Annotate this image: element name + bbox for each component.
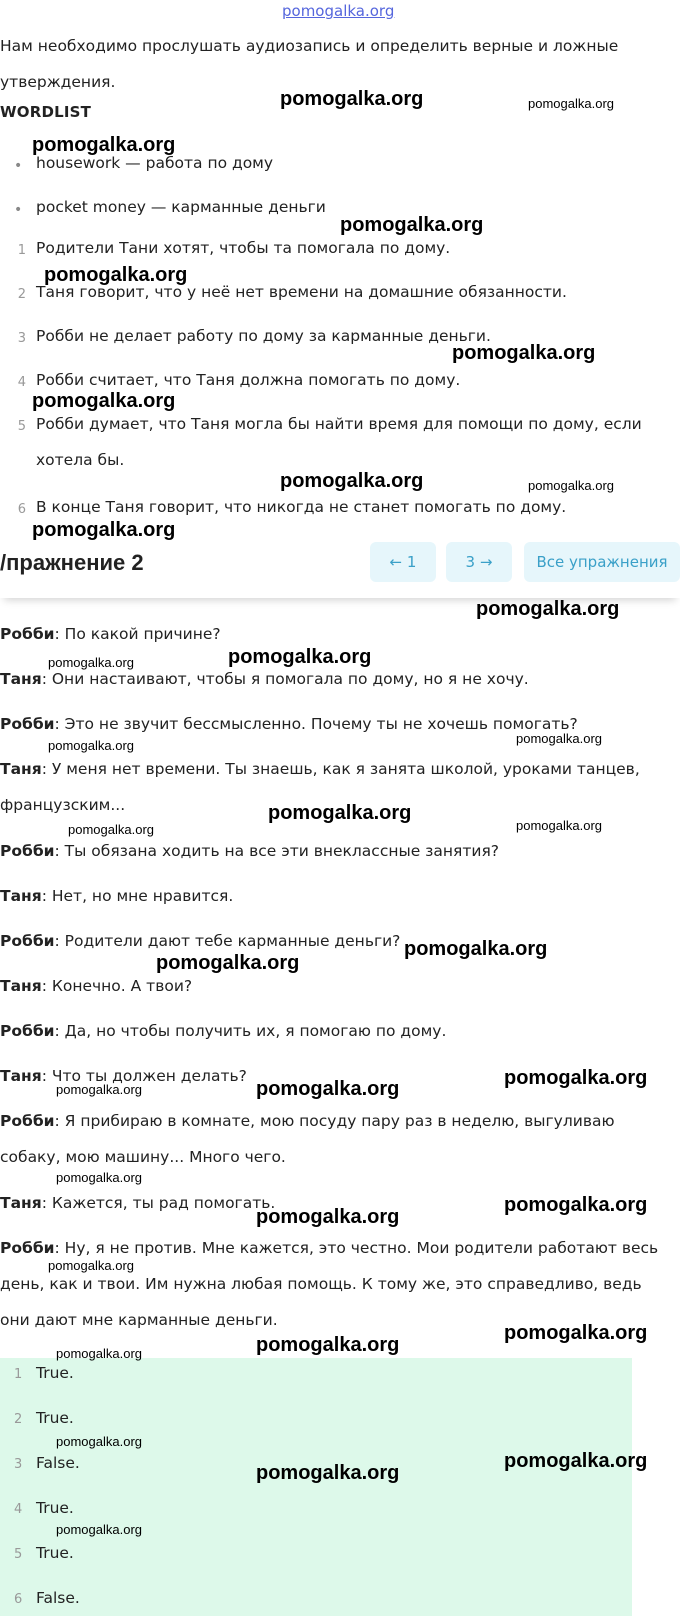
dialogue-text: Нет, но мне нравится. (51, 887, 234, 905)
statement-text: Робби считает, что Таня должна помогать по дому. (36, 371, 461, 389)
watermark: pomogalka.org (256, 1078, 400, 1100)
dialogue-line: Таня: Они настаивают, чтобы я помогала по дому, но я не хочу. (0, 670, 529, 688)
watermark: pomogalka.org (340, 214, 484, 236)
wordlist-item: housework — работа по дому (36, 154, 274, 172)
dialogue-line: Робби: Я прибираю в комнате, мою посуду пару раз в неделю, выгуливаю собаку, мою машину... Много чего. (0, 1112, 615, 1166)
watermark: pomogalka.org (504, 1194, 648, 1216)
dialogue-line: Робби: Ты обязана ходить на все эти внеклассные занятия? (0, 842, 500, 860)
dialogue-text: Я прибираю в комнате, мою посуду пару раз в неделю, выгуливаю собаку, мою машину... Много чего. (0, 1112, 615, 1166)
answer-number: 6 (14, 1592, 23, 1607)
answer-number: 3 (14, 1457, 23, 1472)
dialogue-text: По какой причине? (64, 625, 221, 643)
statement-number: 1 (17, 243, 26, 258)
statement-text: Родители Тани хотят, чтобы та помогала по дому. (36, 239, 451, 257)
answer-number: 4 (14, 1502, 23, 1517)
answer-number: 2 (14, 1412, 23, 1427)
statement-text: Робби не делает работу по дому за карманные деньги. (36, 327, 491, 345)
watermark: pomogalka.org (48, 655, 134, 670)
speaker-name: Робби (0, 1112, 55, 1130)
all-exercises-button[interactable]: Все упражнения (524, 542, 680, 582)
dialogue-text: У меня нет времени. Ты знаешь, как я занята школой, уроками танцев, французским... (0, 760, 640, 814)
watermark: pomogalka.org (280, 88, 424, 110)
speaker-name: Робби (0, 842, 55, 860)
dialogue-line: Таня: У меня нет времени. Ты знаешь, как я занята школой, уроками танцев, французским... (0, 760, 640, 814)
dialogue-text: Это не звучит бессмысленно. Почему ты не хочешь помогать? (64, 715, 578, 733)
watermark: pomogalka.org (504, 1450, 648, 1472)
speaker-name: Робби (0, 715, 55, 733)
speaker-name: Робби (0, 1022, 55, 1040)
dialogue-text: Что ты должен делать? (51, 1067, 247, 1085)
answer-text: False. (36, 1589, 80, 1607)
answer-number: 1 (14, 1367, 23, 1382)
dialogue-text: Да, но чтобы получить их, я помогаю по дому. (64, 1022, 447, 1040)
watermark: pomogalka.org (48, 738, 134, 753)
statement-number: 3 (17, 331, 26, 346)
statement-number: 5 (17, 419, 26, 434)
wordlist-heading: WORDLIST (0, 103, 92, 121)
dialogue-text: Ну, я не против. Мне кажется, это честно. Мои родители работают весь день, как и твои. Им нужна любая помощь. К тому же, это справедливо, ведь они дают мне карманные деньги. (0, 1239, 659, 1329)
watermark: pomogalka.org (56, 1522, 142, 1537)
watermark: pomogalka.org (504, 1067, 648, 1089)
exercise-title: /пражнение 2 (0, 550, 144, 575)
dialogue-line: Робби: Это не звучит бессмысленно. Почему ты не хочешь помогать? (0, 715, 578, 733)
dialogue-line: Таня: Конечно. А твои? (0, 977, 193, 995)
answer-text: True. (36, 1409, 74, 1427)
watermark: pomogalka.org (56, 1346, 142, 1361)
answer-number: 5 (14, 1547, 23, 1562)
answers-panel (0, 1358, 632, 1616)
site-link[interactable]: pomogalka.org (282, 2, 395, 20)
statement-text: В конце Таня говорит, что никогда не станет помогать по дому. (36, 498, 567, 516)
watermark: pomogalka.org (44, 264, 188, 286)
watermark: pomogalka.org (48, 1258, 134, 1273)
watermark: pomogalka.org (504, 1322, 648, 1344)
watermark: pomogalka.org (516, 731, 602, 746)
watermark: pomogalka.org (528, 96, 614, 111)
watermark: pomogalka.org (404, 938, 548, 960)
statement-text: Таня говорит, что у неё нет времени на домашние обязанности. (36, 283, 567, 301)
watermark: pomogalka.org (228, 646, 372, 668)
speaker-name: Таня (0, 670, 42, 688)
dialogue-line: Робби: Ну, я не против. Мне кажется, это честно. Мои родители работают весь день, как и твои. Им нужна любая помощь. К тому же, это справедливо, ведь они дают мне карманные деньги. (0, 1239, 659, 1329)
wordlist-item: pocket money — карманные деньги (36, 198, 326, 216)
statement-number: 2 (17, 287, 26, 302)
statement-number: 4 (17, 375, 26, 390)
answer-text: False. (36, 1454, 80, 1472)
answer-text: True. (36, 1499, 74, 1517)
watermark: pomogalka.org (280, 470, 424, 492)
answer-text: True. (36, 1544, 74, 1562)
dialogue-line: Робби: По какой причине? (0, 625, 221, 643)
speaker-name: Таня (0, 977, 42, 995)
speaker-name: Таня (0, 1194, 42, 1212)
intro-text: Нам необходимо прослушать аудиозапись и определить верные и ложные утверждения. (0, 37, 619, 91)
watermark: pomogalka.org (156, 952, 300, 974)
bullet-dot: • (14, 202, 23, 218)
dialogue-text: Они настаивают, чтобы я помогала по дому, но я не хочу. (51, 670, 529, 688)
watermark: pomogalka.org (32, 134, 176, 156)
dialogue-line: Таня: Нет, но мне нравится. (0, 887, 234, 905)
dialogue-text: Родители дают тебе карманные деньги? (64, 932, 401, 950)
dialogue-line: Робби: Да, но чтобы получить их, я помогаю по дому. (0, 1022, 447, 1040)
dialogue-line: Робби: Родители дают тебе карманные деньги? (0, 932, 401, 950)
watermark: pomogalka.org (256, 1334, 400, 1356)
speaker-name: Таня (0, 760, 42, 778)
watermark: pomogalka.org (268, 802, 412, 824)
watermark: pomogalka.org (32, 519, 176, 541)
speaker-name: Робби (0, 1239, 55, 1257)
statement-number: 6 (17, 502, 26, 517)
bullet-dot: • (14, 158, 23, 174)
next-exercise-button[interactable]: 3 → (446, 542, 512, 582)
watermark: pomogalka.org (516, 818, 602, 833)
dialogue-line: Таня: Что ты должен делать? (0, 1067, 247, 1085)
watermark: pomogalka.org (256, 1462, 400, 1484)
watermark: pomogalka.org (528, 478, 614, 493)
dialogue-text: Ты обязана ходить на все эти внеклассные занятия? (64, 842, 500, 860)
watermark: pomogalka.org (56, 1082, 142, 1097)
speaker-name: Таня (0, 887, 42, 905)
speaker-name: Таня (0, 1067, 42, 1085)
watermark: pomogalka.org (32, 390, 176, 412)
watermark: pomogalka.org (56, 1170, 142, 1185)
watermark: pomogalka.org (476, 598, 620, 620)
speaker-name: Робби (0, 625, 55, 643)
watermark: pomogalka.org (256, 1206, 400, 1228)
watermark: pomogalka.org (68, 822, 154, 837)
watermark: pomogalka.org (452, 342, 596, 364)
statement-text: Робби думает, что Таня могла бы найти время для помощи по дому, если хотела бы. (36, 415, 642, 469)
speaker-name: Робби (0, 932, 55, 950)
answer-text: True. (36, 1364, 74, 1382)
watermark: pomogalka.org (56, 1434, 142, 1449)
prev-exercise-button[interactable]: ← 1 (370, 542, 436, 582)
dialogue-text: Кажется, ты рад помогать. (51, 1194, 276, 1212)
dialogue-text: Конечно. А твои? (51, 977, 193, 995)
dialogue-line: Таня: Кажется, ты рад помогать. (0, 1194, 276, 1212)
